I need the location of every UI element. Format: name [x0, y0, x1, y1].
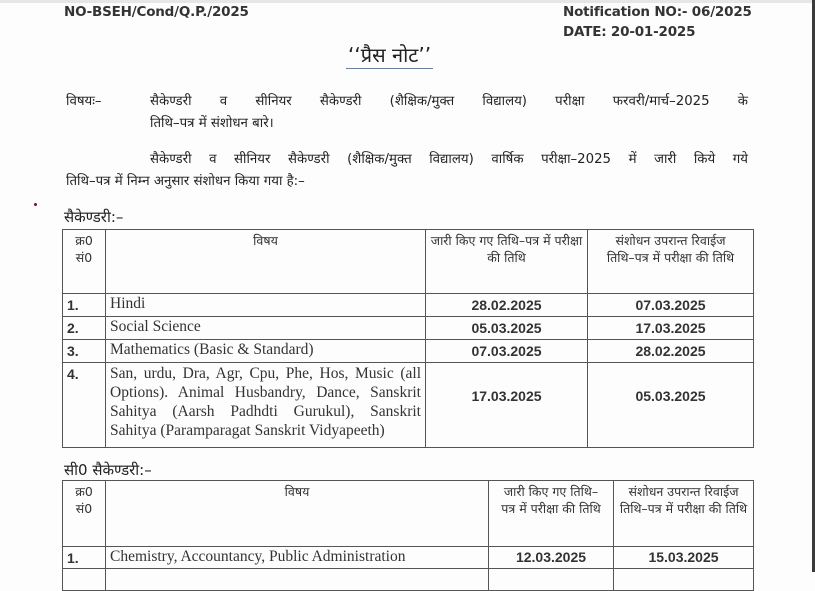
row-sn: 1. — [63, 294, 106, 317]
table-row — [63, 547, 754, 569]
row-revised-date: 05.03.2025 — [588, 363, 754, 448]
row-subject: Social Science — [106, 317, 426, 340]
secondary-table — [62, 229, 754, 448]
table-row — [63, 294, 754, 317]
secondary-heading: सैकेण्डरी:– — [64, 208, 124, 226]
row-issued-date: 07.03.2025 — [426, 340, 588, 363]
row-sn: 4. — [63, 363, 106, 448]
col-issued-date: जारी किए गए तिथि–पत्र में परीक्षा की तिथि — [426, 230, 588, 294]
subject-label: विषयः– — [66, 94, 102, 109]
col-sn: क्र0 सं0 — [63, 481, 106, 547]
row-subject: Hindi — [106, 294, 426, 317]
row-revised-date: 17.03.2025 — [588, 317, 754, 340]
row-sn: 1. — [63, 547, 106, 569]
col-sn: क्र0 सं0 — [63, 230, 106, 294]
row-revised-date: 28.02.2025 — [588, 340, 754, 363]
page-top-edge — [0, 0, 815, 3]
subject-line-1: सैकेण्डरी व सीनियर सैकेण्डरी (शैक्षिक/मुक्त विद्यालय) परीक्षा फरवरी/मार्च–2025 के — [150, 94, 748, 109]
scan-speck — [34, 203, 37, 206]
senior-secondary-heading: सी0 सैकेण्डरी:– — [64, 461, 152, 479]
row-issued-date: 28.02.2025 — [426, 294, 588, 317]
notification-date: DATE: 20-01-2025 — [563, 24, 696, 40]
row-subject: Chemistry, Accountancy, Public Administration — [106, 547, 489, 569]
col-revised-date: संशोधन उपरान्त रिवाईज तिथि–पत्र में परीक्षा की तिथि — [614, 481, 754, 547]
table-header-row — [63, 230, 754, 294]
table-row — [63, 340, 754, 363]
table-header-row — [63, 481, 754, 547]
table-row — [63, 317, 754, 340]
col-issued-date: जारी किए गए तिथि–पत्र में परीक्षा की तिथि — [489, 481, 614, 547]
row-revised-date: 15.03.2025 — [614, 547, 754, 569]
row-sn: 2. — [63, 317, 106, 340]
col-revised-date: संशोधन उपरान्त रिवाईज तिथि–पत्र में परीक्षा की तिथि — [588, 230, 754, 294]
row-issued-date: 05.03.2025 — [426, 317, 588, 340]
table-row — [63, 363, 754, 448]
col-subject: विषय — [106, 481, 489, 547]
row-issued-date: 17.03.2025 — [426, 363, 588, 448]
page-title: ‘‘प्रैस नोट’’ — [348, 43, 432, 67]
reference-number: NO-BSEH/Cond/Q.P./2025 — [64, 4, 249, 20]
notification-number: Notification NO:- 06/2025 — [563, 4, 752, 20]
body-line-2: तिथि–पत्र में निम्न अनुसार संशोधन किया गया है:– — [66, 174, 305, 189]
senior-secondary-table — [62, 480, 754, 591]
subject-line-2: तिथि–पत्र में संशोधन बारे। — [150, 116, 274, 131]
row-subject: Mathematics (Basic & Standard) — [106, 340, 426, 363]
row-issued-date: 12.03.2025 — [489, 547, 614, 569]
row-revised-date: 07.03.2025 — [588, 294, 754, 317]
col-subject: विषय — [106, 230, 426, 294]
body-line-1: सैकेण्डरी व सीनियर सैकेण्डरी (शैक्षिक/मुक्त विद्यालय) वार्षिक परीक्षा–2025 में जारी किये गये — [150, 152, 748, 167]
row-subject: San, urdu, Dra, Agr, Cpu, Phe, Hos, Music (all Options). Animal Husbandry, Dance, Sanskrit Sahitya (Aarsh Padhdti Gurukul), Sanskrit Sahitya (Paramparagat Sanskrit Vidyapeeth) — [106, 363, 426, 448]
row-sn: 3. — [63, 340, 106, 363]
